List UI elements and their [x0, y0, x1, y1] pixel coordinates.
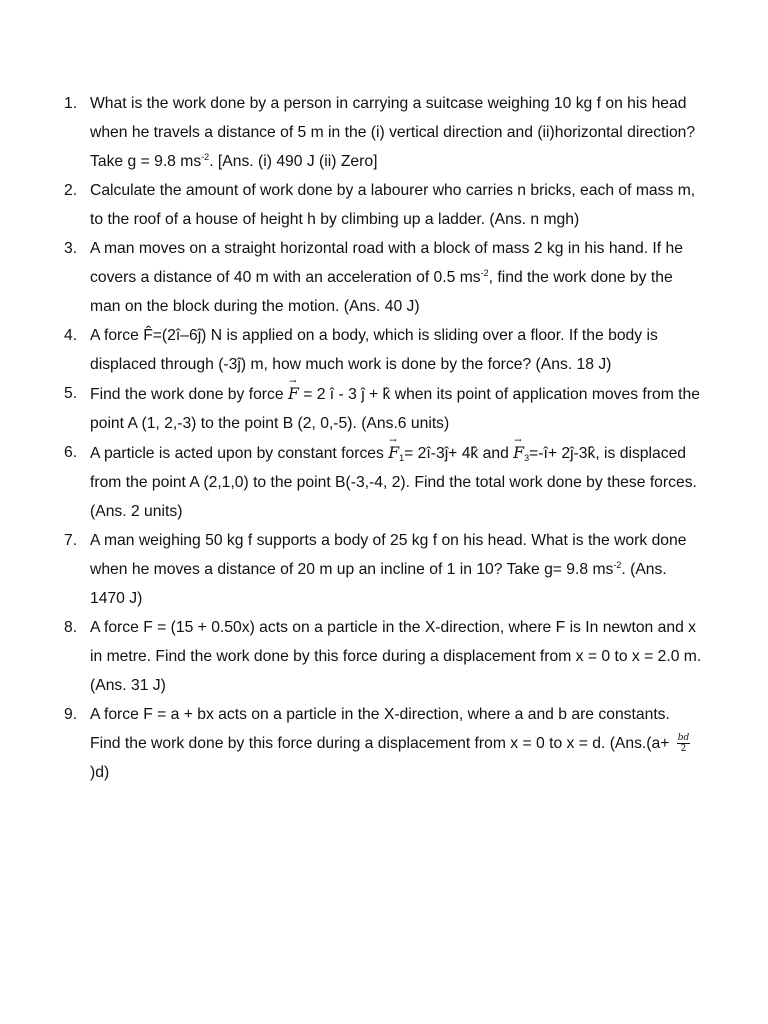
- question-item: [64, 89, 704, 176]
- force-vector-symbol: → F: [513, 438, 524, 467]
- question-item: [64, 700, 704, 787]
- question-number: 3.: [64, 240, 78, 257]
- question-text: Calculate the amount of work done by a labourer who carries n bricks, each of mass m, to the roof of a house of height h by climbing up a ladder. (Ans. n mgh): [90, 182, 696, 228]
- question-text: . (Ans. 1470 J): [90, 561, 667, 607]
- fraction-numerator: bd: [677, 733, 690, 744]
- superscript: -2: [201, 152, 210, 162]
- question-number: 2.: [64, 182, 78, 199]
- question-text: Find the work done by force: [90, 386, 288, 403]
- superscript: -2: [613, 560, 622, 570]
- question-item: [64, 321, 704, 379]
- question-item: [64, 379, 704, 438]
- question-number: 8.: [64, 619, 78, 636]
- question-text: = 2 î - 3 ĵ + k̂ when its point of application moves from the point A (1, 2,-3) to the point B (2, 0,-5). (Ans.6 units): [90, 386, 700, 432]
- question-item: [64, 526, 704, 613]
- question-text: A force F̂=(2î–6ĵ) N is applied on a body, which is sliding over a floor. If the body is displaced through (-3ĵ) m, how much work is done by the force? (Ans. 18 J): [90, 327, 658, 373]
- question-text: , find the work done by the man on the block during the motion. (Ans. 40 J): [90, 269, 673, 315]
- question-text: A force F = a + bx acts on a particle in the X-direction, where a and b are constants. Find the work done by this force during a displacement from x = 0 to x = d. (Ans.(a+: [90, 706, 674, 752]
- force-vector-symbol: → F: [388, 438, 399, 467]
- question-item: [64, 234, 704, 321]
- question-text: = 2î-3ĵ+ 4k̂ and: [404, 445, 514, 462]
- force-vector-symbol: → F: [288, 379, 299, 408]
- fraction: [677, 733, 691, 754]
- question-list: [64, 89, 704, 787]
- question-item: [64, 176, 704, 234]
- question-text: =-î+ 2ĵ-3k̂, is displaced from the point A (2,1,0) to the point B(-3,-4, 2). Find the total work done by these forces. (Ans. 2 units): [90, 445, 697, 520]
- question-number: 1.: [64, 95, 78, 112]
- subscript: 1: [399, 453, 405, 463]
- question-text: A particle is acted upon by constant forces: [90, 445, 389, 462]
- question-item: [64, 613, 704, 700]
- question-text: A man moves on a straight horizontal road with a block of mass 2 kg in his hand. If he covers a distance of 40 m with an acceleration of 0.5 ms: [90, 240, 683, 286]
- question-item: [64, 438, 704, 526]
- question-text: )d): [90, 764, 110, 781]
- question-text: A force F = (15 + 0.50x) acts on a particle in the X-direction, where F is In newton and x in metre. Find the work done by this force during a displacement from x = 0 to x = 2.0 m. (Ans. 31 J): [90, 619, 702, 694]
- superscript: -2: [480, 268, 489, 278]
- question-text: A man weighing 50 kg f supports a body of 25 kg f on his head. What is the work done when he moves a distance of 20 m up an incline of 1 in 10? Take g= 9.8 ms: [90, 532, 687, 578]
- question-number: 9.: [64, 706, 78, 723]
- fraction-denominator: 2: [680, 744, 687, 755]
- question-text: What is the work done by a person in carrying a suitcase weighing 10 kg f on his head when he travels a distance of 5 m in the (i) vertical direction and (ii)horizontal direction? Take g = 9.8 ms: [90, 95, 696, 170]
- question-number: 4.: [64, 327, 78, 344]
- question-text: . [Ans. (i) 490 J (ii) Zero]: [209, 153, 378, 170]
- subscript: 3: [524, 453, 530, 463]
- question-number: 7.: [64, 532, 78, 549]
- question-number: 6.: [64, 444, 78, 461]
- question-number: 5.: [64, 385, 78, 402]
